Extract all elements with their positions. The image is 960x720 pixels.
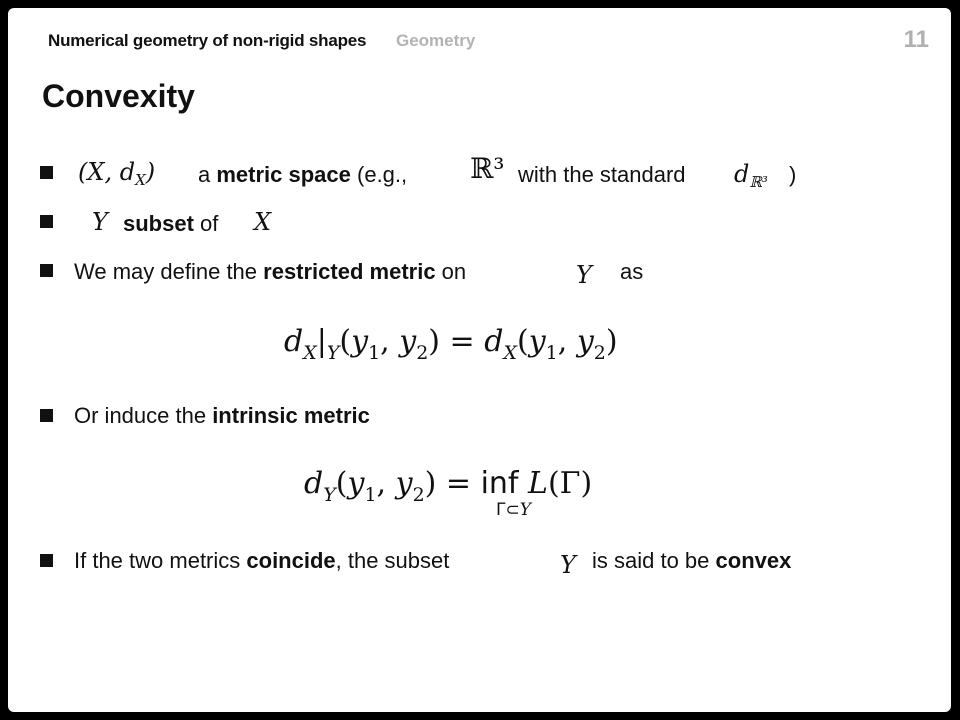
intrinsic-metric-equation: $d_Y(y_1$, $y_2$) = inf L(Γ) xyxy=(304,466,593,506)
topic-label: Geometry xyxy=(396,31,476,50)
bullet-2-text: subset of xyxy=(123,211,219,236)
bullet-3-as: as xyxy=(620,259,644,284)
intrinsic-infimum-subscript: Γ⊂Y xyxy=(496,500,531,520)
page-number: 11 xyxy=(903,26,929,53)
restricted-metric-equation: $d_X|_Y(y_1$, $y_2) = d_X(y_1$, $y_2$) xyxy=(284,324,618,364)
subset-x-math: X xyxy=(254,208,272,236)
subset-y-math: Y xyxy=(92,208,108,236)
bullet-marker xyxy=(40,166,53,179)
slide xyxy=(8,8,951,712)
slide-title: Convexity xyxy=(42,78,195,114)
bullet-marker xyxy=(40,554,53,567)
metric-space-math: (X, $d_X$) xyxy=(78,158,156,189)
bullet-1-text-b: with the standard xyxy=(518,162,686,187)
bullet-1-close-paren: ) xyxy=(789,162,797,187)
bullet-marker xyxy=(40,409,53,422)
standard-metric-math: $d_{ℝ^3}$ xyxy=(734,160,768,191)
r3-math: ℝ³ xyxy=(470,152,505,185)
course-title: Numerical geometry of non-rigid shapes xyxy=(48,31,367,50)
bullet-5-text-a: If the two metrics coincide, the subset xyxy=(74,548,450,573)
convex-y-math: Y xyxy=(560,551,576,579)
bullet-4-text: Or induce the intrinsic metric xyxy=(74,403,370,428)
bullet-marker xyxy=(40,215,53,228)
bullet-5-text-b: is said to be convex xyxy=(592,548,792,573)
restricted-y-math: Y xyxy=(576,261,592,289)
bullet-marker xyxy=(40,264,53,277)
bullet-1-text-a: a metric space (e.g., xyxy=(198,162,408,187)
bullet-3-text: We may define the restricted metric on xyxy=(74,259,467,284)
